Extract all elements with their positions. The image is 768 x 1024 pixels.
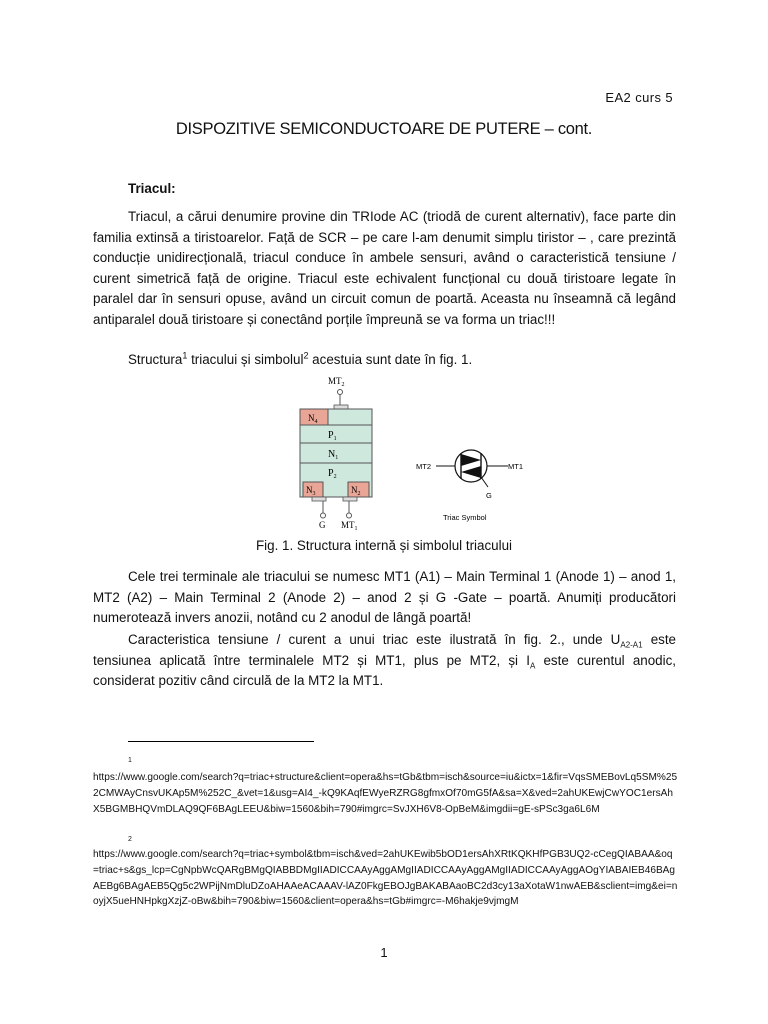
symbol-circle [455,450,487,482]
footnote-1-mark: 1 [128,757,132,764]
symbol-g-label: G [486,491,492,500]
page-title: DISPOZITIVE SEMICONDUCTOARE DE PUTERE – cont. [175,120,593,138]
p4-subscript-a: A [529,661,536,671]
structure-mt2-terminal [338,390,343,395]
layer-n4-label: $N_4$ [308,413,318,425]
p2-text-c: acestuia sunt date în fig. 1. [308,352,473,367]
structure-mt2-contact [334,405,348,409]
paragraph-structure [93,350,676,371]
footnote-1-link[interactable]: https://www.google.com/search?q=triac+structure&client=opera&hs=tGb&tbm=isch&source=iu&ictx=1&fir=VqsSMEBovLq5SM%252CMWAyCnsvUKAp5M%252C_&vet=1&usg=AI4_-kQ9KAqfEWyeRZRG8gfmxOf70mG5fA&sa=X&ved=2ahUKEwjCwYOC1ersAhX5BGMBHQVmDLAQ9QF6BAgLEEU&biw=1560&bih=790#imgrc=SvJXH6V8-OpBeM&imgdii=gE-sPSc3ga6L6M [93,772,678,815]
footnote-ref-2[interactable]: 2 [303,350,309,361]
triac-figure [290,373,523,533]
paragraph-characteristic [93,630,676,692]
triac-schematic-symbol [416,450,523,522]
p4-subscript-a2a1: A2-A1 [620,640,643,650]
symbol-caption: Triac Symbol [443,513,487,522]
footnote-ref-1[interactable]: 1 [182,350,188,361]
layer-p1-label: $P_1$ [328,430,337,442]
p2-text-b: triacului și simbolul [187,352,304,367]
symbol-gate-lead [481,477,488,487]
structure-g-terminal [321,513,326,518]
structure-mt2-label: $MT_2$ [328,376,345,388]
p4-text-b: este tensiunea aplicată între terminalele MT2 și MT1, plus pe MT2, și I [93,632,677,668]
course-header: EA2 curs 5 [605,90,673,105]
layer-n2-label: $N_2$ [351,485,361,497]
footnote-2-link[interactable]: https://www.google.com/search?q=triac+symbol&tbm=isch&ved=2ahUKEwib5bOD1ersAhXRtKQKHfPGB3UQ2-cCegQIABAA&oq=triac+s&gs_lcp=CgNpbWcQARgBMgQIABBDMgIIADICCAAyAggAMgIIADICCAAyAggAMgIIADICCAAyAggAOgYIABAIEB46BAgAEBg6BAgAEB5Qg5c2WPijNmDluDZoAHAAeACAAAV-lAZ0FkgEBOJgBAKABAaoBC2d3cy13aXotaW1nwAEB&sclient=img&ei=noyjX5ueHNHpkgXzjZ-oBw&bih=790&biw=1560&client=opera&hs=tGb#imgrc=-M6hakje9vjmgM [93,849,678,908]
structure-mt1-terminal [347,513,352,518]
structure-mt1-label: $MT_1$ [341,520,358,532]
section-heading: Triacul: [128,181,176,196]
layer-n1-label: $N_1$ [328,449,339,461]
footnote-separator [128,741,314,742]
p4-text-c: este curentul anodic, considerat pozitiv când circulă de la MT2 la MT1. [93,652,677,689]
layer-n3-label: $N_3$ [306,485,316,497]
figure-caption: Fig. 1. Structura internă și simbolul triacului [255,538,512,553]
triac-structure-diagram [300,376,372,532]
structure-g-contact [312,497,326,501]
symbol-mt2-label: MT2 [416,462,431,471]
symbol-mt1-label: MT1 [508,462,523,471]
p2-text-a: Structura [128,352,183,367]
layer-p2-label: $P_2$ [328,468,337,480]
page-number: 1 [380,945,388,960]
p4-text-a: Caracteristica tensiune / curent a unui triac este ilustrată în fig. 2., unde U [128,632,621,647]
paragraph-terminals: Cele trei terminale ale triacului se numesc MT1 (A1) – Main Terminal 1 (Anode 1) – anod 1, MT2 (A2) – Main Terminal 2 (Anode 2) – anod 2 și G -Gate – poartă. Anumiți producători numerotează invers anozii, notând cu 2 anodul de lângă poartă! [93,569,676,626]
paragraph-intro: Triacul, a cărui denumire provine din TRIode AC (triodă de curent alternativ), face parte din familia extinsă a tiristoarelor. Față de SCR – pe care l-am denumit simplu tiristor – , care prezintă conducție unidirecțională, triacul conduce în ambele sensuri, având o caracteristică tensiune / curent simetrică față de origine. Triacul este echivalent funcțional cu două tiristoare legate în paralel dar în sensuri opuse, având un circuit comun de poartă. Aceasta nu înseamnă că legând antiparalel două tiristoare și conectând porțile împreună se va forma un triac!!! [93,209,676,327]
footnote-2-mark: 2 [128,836,132,843]
structure-g-label: G [319,520,326,530]
structure-mt1-contact [343,497,357,501]
